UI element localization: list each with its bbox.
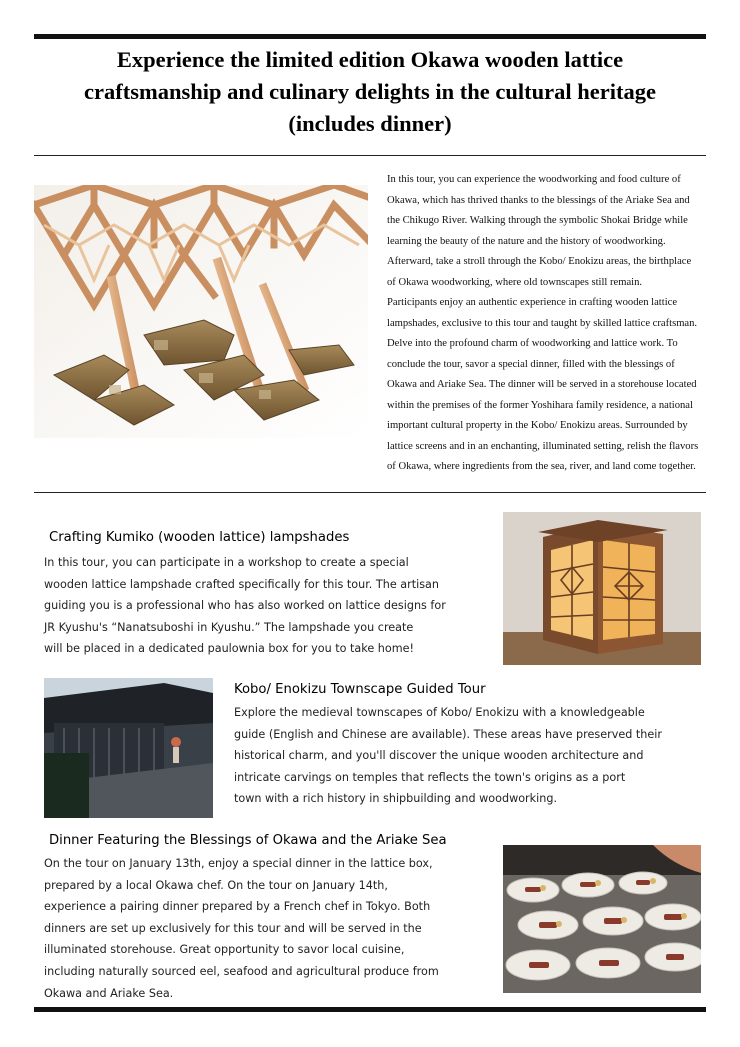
intro-line: In this tour, you can experience the woodworking and food culture of (387, 174, 681, 185)
townscape-line: intricate carvings on temples that reflects the town's origins as a port (234, 770, 626, 784)
kumiko-section-body (44, 552, 494, 660)
dinner-line: dinners are set up exclusively for this tour and will be served in the (44, 921, 422, 935)
kumiko-section-title: Crafting Kumiko (wooden lattice) lampshades (49, 530, 350, 545)
kumiko-line: will be placed in a dedicated paulownia box for you to take home! (44, 642, 414, 656)
dinner-plates-photo (503, 845, 701, 993)
kumiko-line: guiding you is a professional who has also worked on lattice designs for (44, 599, 446, 613)
intro-line: lampshades, exclusive to this tour and taught by skilled lattice craftsman. (387, 317, 698, 329)
intro-line: conclude the tour, savor a special dinner, filled with the blessings of (387, 358, 675, 370)
bottom-border (34, 1007, 706, 1012)
intro-line: lattice screens and in an enchanting, illuminated setting, relish the flavors (387, 440, 699, 452)
lampshade-photo (503, 512, 701, 665)
townscape-section-body (234, 702, 704, 810)
townscape-photo (44, 678, 213, 818)
intro-line: learning the beauty of the nature and the history of woodworking. (387, 235, 666, 247)
lattice-pieces-photo (34, 185, 368, 438)
townscape-line: historical charm, and you'll discover the unique wooden architecture and (234, 749, 644, 763)
intro-line: Participants enjoy an authentic experience in crafting wooden lattice (387, 297, 678, 308)
intro-divider (34, 492, 706, 493)
dinner-line: illuminated storehouse. Great opportunity to savor local cuisine, (44, 943, 405, 957)
title-line: Experience the limited edition Okawa wooden lattice (116, 47, 624, 72)
intro-paragraph (387, 170, 709, 478)
kumiko-line: JR Kyushu's “Nanatsuboshi in Kyushu.” The lampshade you create (44, 620, 414, 634)
title-divider (34, 155, 706, 156)
title-line: craftsmanship and culinary delights in the cultural heritage (84, 79, 656, 104)
intro-line: the Chikugo River. Walking through the symbolic Shokai Bridge while (387, 215, 688, 226)
dinner-line: Okawa and Ariake Sea. (44, 986, 174, 1000)
intro-line: Delve into the profound charm of woodworking and lattice work. To (387, 338, 678, 349)
townscape-line: Explore the medieval townscapes of Kobo/ Enokizu with a knowledgeable (234, 706, 645, 719)
title-line: (includes dinner) (288, 111, 452, 136)
intro-line: important cultural property in the Kobo/ Enokizu areas. Surrounded by (387, 420, 688, 431)
dinner-line: On the tour on January 13th, enjoy a special dinner in the lattice box, (44, 857, 433, 870)
kumiko-line: wooden lattice lampshade crafted specifically for this tour. The artisan (44, 577, 439, 591)
townscape-section-title: Kobo/ Enokizu Townscape Guided Tour (234, 682, 486, 697)
page-title (40, 44, 700, 140)
intro-line: of Okawa woodworking, where old townscapes still remain. (387, 276, 643, 288)
intro-line: within the premises of the former Yoshihara family residence, a national (387, 399, 693, 411)
dinner-line: prepared by a local Okawa chef. On the tour on January 14th, (44, 878, 388, 892)
intro-line: Okawa, which has thrived thanks to the blessings of the Ariake Sea and (387, 194, 690, 206)
townscape-line: town with a rich history in shipbuilding and woodworking. (234, 792, 557, 806)
dinner-line: experience a pairing dinner prepared by a French chef in Tokyo. Both (44, 900, 431, 914)
intro-line: Afterward, take a stroll through the Kobo/ Enokizu areas, the birthplace (387, 256, 692, 267)
townscape-line: guide (English and Chinese are available). These areas have preserved their (234, 727, 662, 741)
kumiko-line: In this tour, you can participate in a workshop to create a special (44, 556, 409, 569)
dinner-line: including naturally sourced eel, seafood and agricultural produce from (44, 964, 439, 978)
intro-line: of Okawa, where ingredients from the sea, river, and land come together. (387, 461, 696, 472)
top-border (34, 34, 706, 39)
intro-line: Okawa and Ariake Sea. The dinner will be served in a storehouse located (387, 379, 697, 390)
dinner-section-body (44, 853, 494, 1004)
dinner-section-title: Dinner Featuring the Blessings of Okawa and the Ariake Sea (49, 833, 447, 848)
